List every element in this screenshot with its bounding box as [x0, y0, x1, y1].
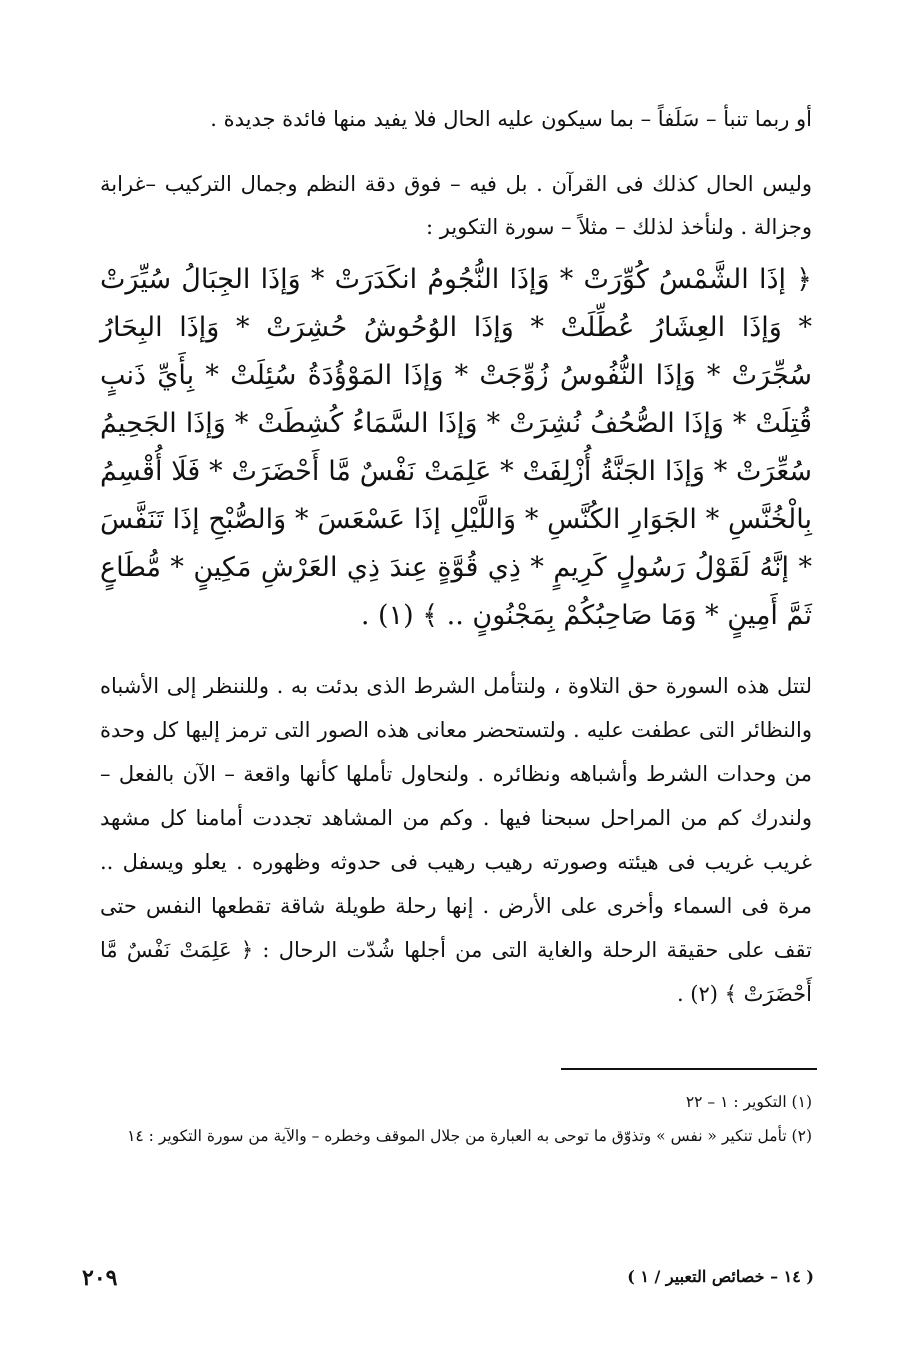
- intro-paragraph: وليس الحال كذلك فى القرآن . بل فيه – فوق دقة النظم وجمال التركيب –غرابة وجزالة . ولنأخذ لذلك – مثلاً – سورة التكوير :: [100, 172, 812, 239]
- footnote-separator: [561, 1068, 817, 1070]
- signature-mark: ( ١٤ – خصائص التعبير / ١ ): [627, 1267, 814, 1286]
- page-number: ٢٠٩: [82, 1265, 118, 1291]
- lead-paragraph: أو ربما تنبأ – سَلَفاً – بما سيكون عليه الحال فلا يفيد منها فائدة جديدة .: [210, 107, 812, 131]
- footnotes: [100, 1088, 812, 1156]
- quran-verses: ﴿ إذَا الشَّمْسُ كُوِّرَتْ * وَإذَا النُّجُومُ انكَدَرَتْ * وَإذَا الجِبَالُ سُيِّرَتْ * وَإذَا العِشَارُ عُطِّلَتْ * وَإذَا الوُحُوشُ حُشِرَتْ * وَإذَا البِحَارُ سُجِّرَتْ * وَإذَا النُّفُوسُ زُوِّجَتْ * وَإذَا المَوْؤُدَةُ سُئِلَتْ * بِأَيِّ ذَنبٍ قُتِلَتْ * وَإذَا الصُّحُفُ نُشِرَتْ * وَإذَا السَّمَاءُ كُشِطَتْ * وَإذَا الجَحِيمُ سُعِّرَتْ * وَإذَا الجَنَّةُ أُزْلِفَتْ * عَلِمَتْ نَفْسٌ مَّا أَحْضَرَتْ * فَلَا أُقْسِمُ بِالْخُنَّسِ * الجَوَارِ الكُنَّسِ * وَاللَّيْلِ إذَا عَسْعَسَ * وَالصُّبْحِ إذَا تَنَفَّسَ * إنَّهُ لَقَوْلُ رَسُولٍ كَرِيمٍ * ذِي قُوَّةٍ عِندَ ذِي العَرْشِ مَكِينٍ * مُّطَاعٍ ثَمَّ أَمِينٍ * وَمَا صَاحِبُكُمْ بِمَجْنُونٍ .. ﴾ (١) .: [100, 264, 812, 631]
- footnote-2: (٢) تأمل تنكير « نفس » وتذوّق ما توحى به العبارة من جلال الموقف وخطره – والآية من سورة التكوير : ١٤: [127, 1127, 812, 1145]
- footnote-1: (١) التكوير : ١ – ٢٢: [685, 1093, 812, 1111]
- body-paragraph: لتتل هذه السورة حق التلاوة ، ولنتأمل الشرط الذى بدئت به . وللننظر إلى الأشباه والنظائر التى عطفت عليه . ولتستحضر معانى هذه الصور التى ترمز إليها كل وحدة من وحدات الشرط وأشباهه ونظائره . ولنحاول تأملها كأنها واقعة – الآن بالفعل – ولندرك كم من المراحل سبحنا فيها . وكم من المشاهد تجددت أمامنا كل مشهد غريب غريب فى هيئته وصورته رهيب رهيب فى حدوثه وظهوره . يعلو ويسفل .. مرة فى السماء وأخرى على الأرض . إنها رحلة طويلة شاقة تقطعها النفس حتى تقف على حقيقة الرحلة والغاية التى من أجلها شُدّت الرحال : ﴿ عَلِمَتْ نَفْسٌ مَّا أَحْضَرَتْ ﴾ (٢) .: [100, 674, 812, 1006]
